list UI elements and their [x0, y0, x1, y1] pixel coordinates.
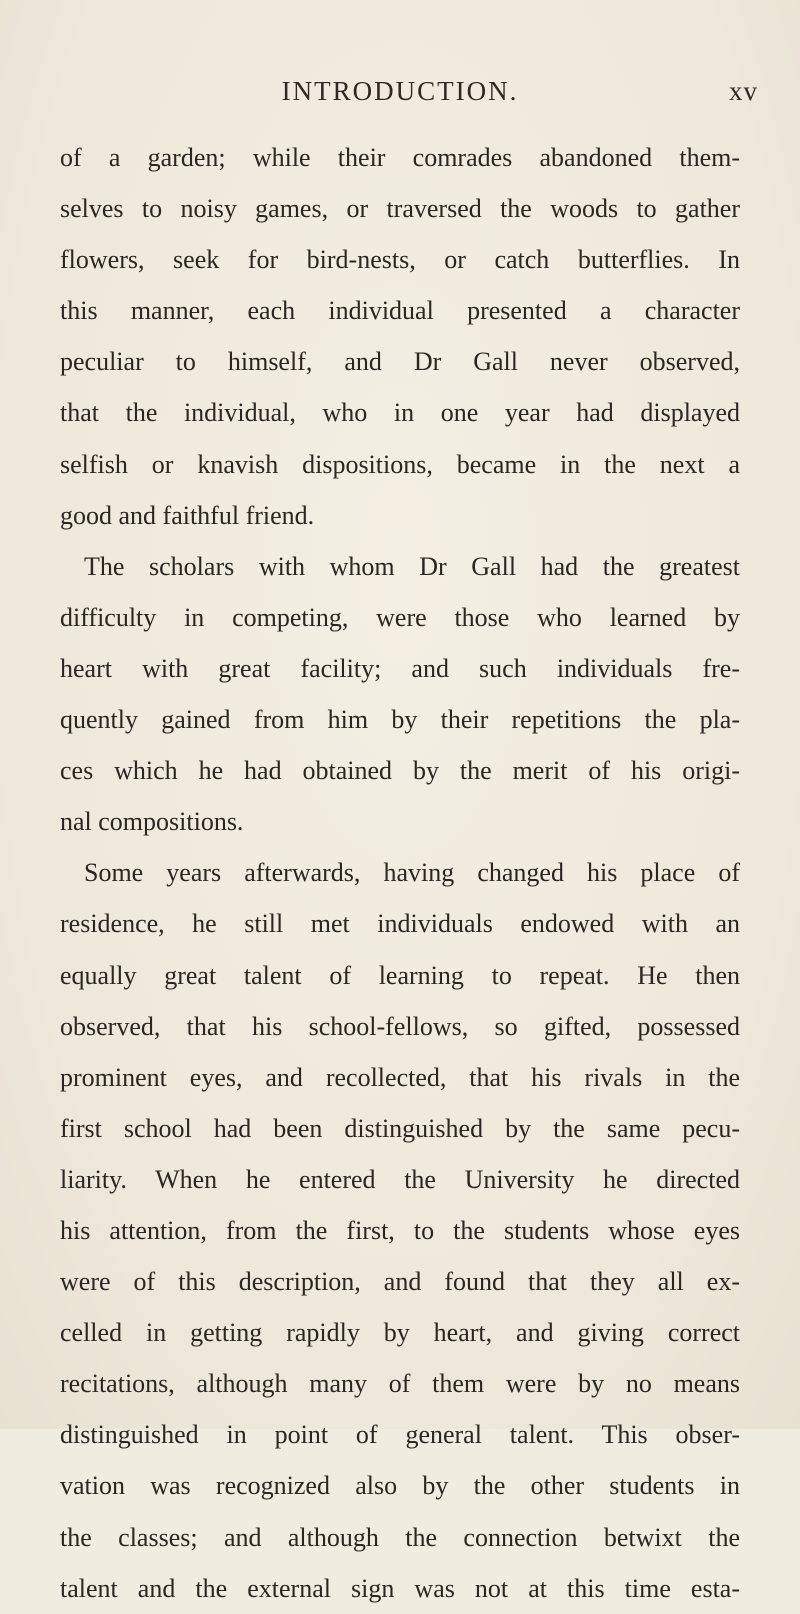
text-line: first school had been distinguished by the same pecu-: [60, 1113, 740, 1143]
text-line: selves to noisy games, or traversed the woods to gather: [60, 194, 740, 224]
text-line: residence, he still met individuals endowed with an: [60, 909, 740, 939]
text-line: the classes; and although the connection betwixt the: [60, 1522, 740, 1552]
text-line: ces which he had obtained by the merit of his origi-: [60, 756, 740, 786]
text-line: quently gained from him by their repetitions the pla-: [60, 705, 740, 735]
text-line: good and faithful friend.: [60, 500, 315, 530]
body-text: [60, 132, 740, 1614]
running-title: INTRODUCTION.: [281, 76, 519, 106]
text-line: his attention, from the first, to the students whose eyes: [60, 1215, 740, 1245]
text-line: that the individual, who in one year had displayed: [60, 398, 740, 428]
text-line: equally great talent of learning to repeat. He then: [60, 960, 740, 990]
text-line: were of this description, and found that they all ex-: [60, 1267, 740, 1297]
text-line: flowers, seek for bird-nests, or catch butterflies. In: [60, 245, 740, 275]
text-line: distinguished in point of general talent. This obser-: [60, 1420, 740, 1450]
text-line: talent and the external sign was not at this time esta-: [60, 1573, 740, 1603]
text-line: prominent eyes, and recollected, that his rivals in the: [60, 1062, 740, 1092]
text-line: observed, that his school-fellows, so gifted, possessed: [60, 1011, 740, 1041]
paragraph-start-line: The scholars with whom Dr Gall had the greatest: [84, 551, 740, 581]
text-line: vation was recognized also by the other students in: [60, 1471, 740, 1501]
text-line: liarity. When he entered the University he directed: [60, 1164, 740, 1194]
text-line: celled in getting rapidly by heart, and giving correct: [60, 1318, 740, 1348]
text-line: of a garden; while their comrades abandoned them-: [60, 143, 740, 172]
text-line: difficulty in competing, were those who learned by: [60, 602, 740, 632]
text-line: nal compositions.: [60, 807, 244, 837]
page-header: [0, 76, 800, 116]
text-line: heart with great facility; and such individuals fre-: [60, 653, 740, 683]
text-line: selfish or knavish dispositions, became in the next a: [60, 449, 740, 479]
text-line: peculiar to himself, and Dr Gall never observed,: [60, 347, 740, 377]
page-number: xv: [729, 76, 758, 106]
paragraph-start-line: Some years afterwards, having changed his place of: [84, 858, 740, 888]
text-line: this manner, each individual presented a character: [60, 296, 740, 326]
text-line: recitations, although many of them were by no means: [60, 1369, 740, 1399]
